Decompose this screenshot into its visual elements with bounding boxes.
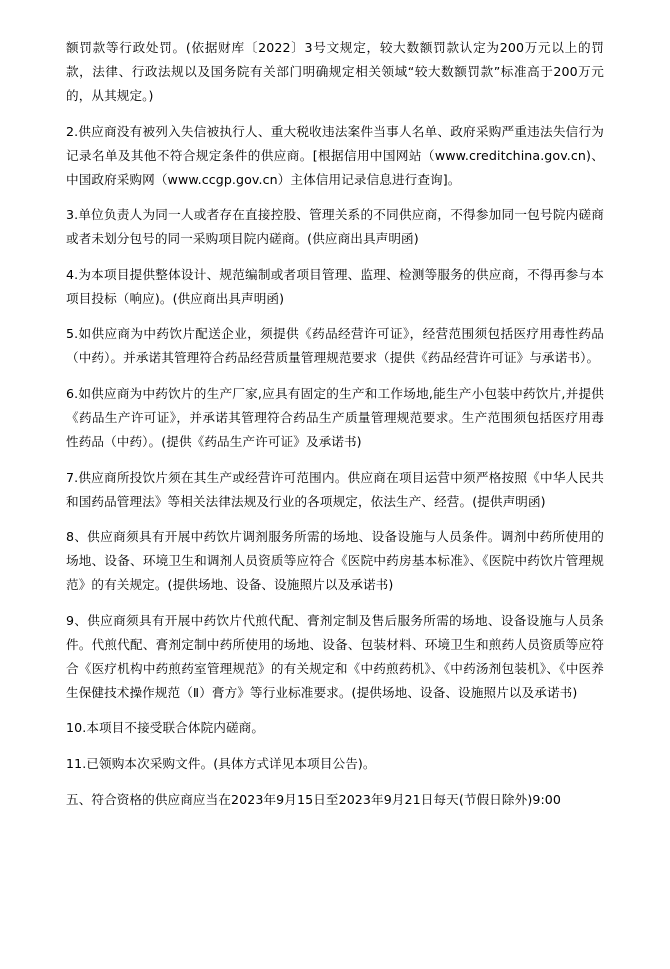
paragraph-item-9: 9、供应商须具有开展中药饮片代煎代配、膏剂定制及售后服务所需的场地、设备设施与人员条件。代煎代配、膏剂定制中药所使用的场地、设备、包装材料、环境卫生和煎药人员资质等应符合《医疗机构中药煎药室管理规范》的有关规定和《中药煎药机》、《中药汤剂包装机》、《中医养生保健技术操作规范（Ⅱ）膏方》等行业标准要求。(提供场地、设备、设施照片以及承诺书) (66, 612, 604, 700)
paragraph-item-2: 2.供应商没有被列入失信被执行人、重大税收违法案件当事人名单、政府采购严重违法失信行为记录名单及其他不符合规定条件的供应商。[根据信用中国网站（www.creditchina.gov.cn)、中国政府采购网（www.ccgp.gov.cn）主体信用记录信息进行查询]。 (66, 123, 604, 187)
paragraph-item-4: 4.为本项目提供整体设计、规范编制或者项目管理、监理、检测等服务的供应商，不得再参与本项目投标（响应)。(供应商出具声明函) (66, 266, 604, 306)
paragraph-penalty-note: 额罚款等行政处罚。(依据财库〔2022〕3号文规定，较大数额罚款认定为200万元以上的罚款，法律、行政法规以及国务院有关部门明确规定相关领域“较大数额罚款”标准高于200万元的，从其规定。) (66, 40, 604, 103)
paragraph-item-10: 10.本项目不接受联合体院内磋商。 (66, 720, 265, 736)
document-body (66, 36, 604, 812)
paragraph-item-7: 7.供应商所投饮片须在其生产或经营许可范围内。供应商在项目运营中须严格按照《中华人民共和国药品管理法》等相关法律法规及行业的各项规定，依法生产、经营。(提供声明函) (66, 469, 604, 509)
paragraph-item-6: 6.如供应商为中药饮片的生产厂家,应具有固定的生产和工作场地,能生产小包装中药饮片,并提供《药品生产许可证》，并承诺其管理符合药品生产质量管理规范要求。生产范围须包括医疗用毒性药品（中药）。(提供《药品生产许可证》及承诺书) (66, 385, 604, 449)
paragraph-item-3: 3.单位负责人为同一人或者存在直接控股、管理关系的不同供应商，不得参加同一包号院内磋商或者未划分包号的同一采购项目院内磋商。(供应商出具声明函) (66, 207, 604, 247)
paragraph-item-11: 11.已领购本次采购文件。(具体方式详见本项目公告)。 (66, 755, 376, 771)
paragraph-section-5: 五、符合资格的供应商应当在2023年9月15日至2023年9月21日每天(节假日除外)9:00 (66, 791, 562, 807)
paragraph-item-5: 5.如供应商为中药饮片配送企业，须提供《药品经营许可证》，经营范围须包括医疗用毒性药品（中药）。并承诺其管理符合药品经营质量管理规范要求（提供《药品经营许可证》与承诺书）。 (66, 326, 604, 366)
paragraph-item-8: 8、供应商须具有开展中药饮片调剂服务所需的场地、设备设施与人员条件。调剂中药所使用的场地、设备、环境卫生和调剂人员资质等应符合《医院中药房基本标准》、《医院中药饮片管理规范》的有关规定。(提供场地、设备、设施照片以及承诺书) (66, 529, 604, 593)
